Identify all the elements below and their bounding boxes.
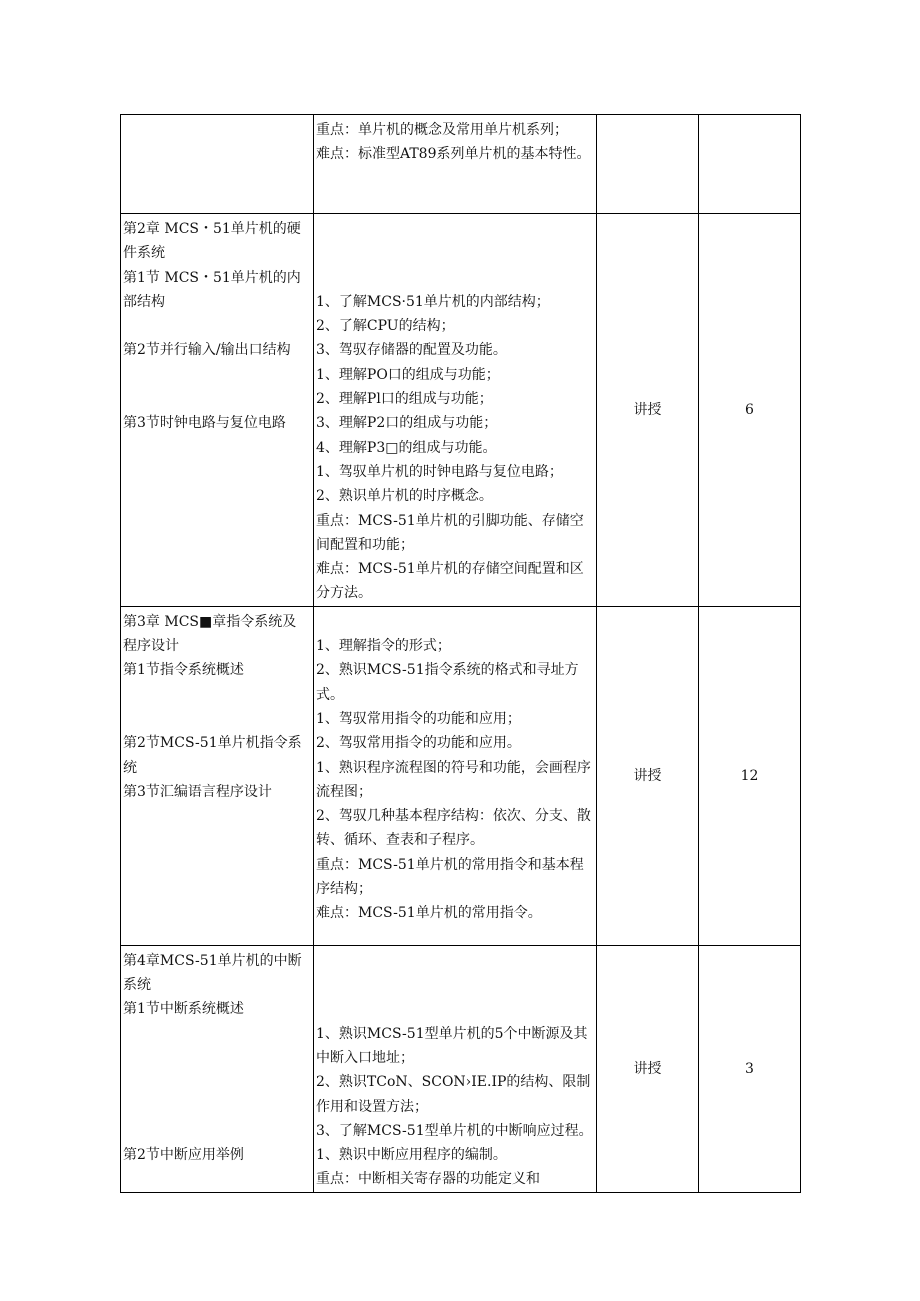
content-cell [314,214,597,607]
text-line: 重点：中断相关寄存器的功能定义和 [316,1171,540,1188]
text-line: 2、了解CPU的结构； [316,318,455,335]
text-line: 2、驾驭常用指令的功能和应用。 [316,735,521,752]
text-line: 第2节中断应用举例 [123,1147,244,1164]
text-line [123,363,312,387]
text-line: 1、熟识中断应用程序的编制。 [316,1147,507,1164]
text-line: 1、了解MCS·51单片机的内部结构； [316,293,550,310]
text-line: 第2节MCS-51单片机指令系 [123,735,302,752]
text-line: 第1节指令系统概述 [123,662,244,679]
text-line: 第3节汇编语言程序设计 [123,783,272,800]
content-cell [314,115,597,214]
text-line: 统 [123,759,137,776]
text-line [123,683,312,707]
method-cell: 讲授 [597,945,699,1192]
text-line: 第1节中断系统概述 [123,1001,244,1018]
text-line [123,1070,312,1094]
text-line: 1、驾驭单片机的时钟电路与复位电路； [316,463,563,480]
text-line: 1、驾驭常用指令的功能和应用； [316,710,521,727]
text-line: 2、驾驭几种基本程序结构：依次、分支、散转、循环、查表和子程序。 [316,808,591,849]
text-line: 难点：MCS-51单片机的常用指令。 [316,905,542,922]
text-line [316,241,595,265]
chapter-cell [121,945,314,1192]
text-line [123,1046,312,1070]
text-line: 1、熟识程序流程图的符号和功能，会画程序流程图； [316,759,591,800]
text-line: 3、理解P2口的组成与功能； [316,415,498,432]
text-line: 件系统 [123,245,165,262]
text-line: 3、了解MCS-51型单片机的中断响应过程。 [316,1122,593,1139]
table-row [121,214,801,607]
method-cell [597,115,699,214]
text-line: 4、理解P3□的组成与功能。 [316,439,497,456]
text-line [123,314,312,338]
text-line: 2、熟识TCoN、SCON›IE.IP的结构、限制作用和设置方法； [316,1074,591,1115]
text-line: 第3节时钟电路与复位电路 [123,415,286,432]
text-line [123,1095,312,1119]
text-line [316,266,595,290]
text-line: 第4章MCS-51单片机的中断 [123,952,302,969]
text-line: 第2节并行输入/输出口结构 [123,342,291,359]
hours-cell: 12 [699,606,801,945]
chapter-cell [121,606,314,945]
text-line [316,217,595,241]
text-line: 重点：MCS-51单片机的常用指令和基本程序结构； [316,856,584,898]
method-cell: 讲授 [597,606,699,945]
text-line: 2、熟识单片机的时序概念。 [316,488,493,505]
text-line [316,997,595,1021]
text-line: 部结构 [123,293,165,310]
text-line: 2、熟识MCS-51指令系统的格式和寻址方式。 [316,662,579,703]
text-line: 1、理解PO口的组成与功能； [316,366,500,383]
text-line: 1、理解指令的形式； [316,638,451,655]
text-line: 重点：单片机的概念及常用单片机系列； [316,122,568,138]
text-line: 难点：标准型AT89系列单片机的基本特性。 [316,146,591,163]
table-row [121,115,801,214]
text-line: 第3章 MCS■章指令系统及 [123,613,297,630]
text-line [123,1022,312,1046]
chapter-cell [121,214,314,607]
text-line: 2、理解Pl口的组成与功能； [316,391,493,408]
method-cell: 讲授 [597,214,699,607]
text-line: 第2章 MCS・51单片机的硬 [123,221,301,237]
text-line [316,949,595,973]
text-line [123,1119,312,1143]
hours-cell: 6 [699,214,801,607]
text-line [123,387,312,411]
content-cell [314,945,597,1192]
text-line: 难点：MCS-51单片机的存储空间配置和区分方法。 [316,561,584,602]
syllabus-table [120,114,801,1193]
table-row [121,945,801,1192]
text-line [316,973,595,997]
text-line: 程序设计 [123,638,179,655]
text-line [123,707,312,731]
chapter-cell [121,115,314,214]
hours-cell [699,115,801,214]
text-line: 系统 [123,977,151,994]
text-line: 第1节 MCS・51单片机的内 [123,269,301,286]
text-line [316,610,595,634]
hours-cell: 3 [699,945,801,1192]
content-cell [314,606,597,945]
text-line: 1、熟识MCS-51型单片机的5个中断源及其中断入口地址； [316,1025,588,1066]
table-row [121,606,801,945]
text-line: 重点：MCS-51单片机的引脚功能、存储空间配置和功能； [316,512,584,553]
text-line: 3、驾驭存储器的配置及功能。 [316,342,507,359]
